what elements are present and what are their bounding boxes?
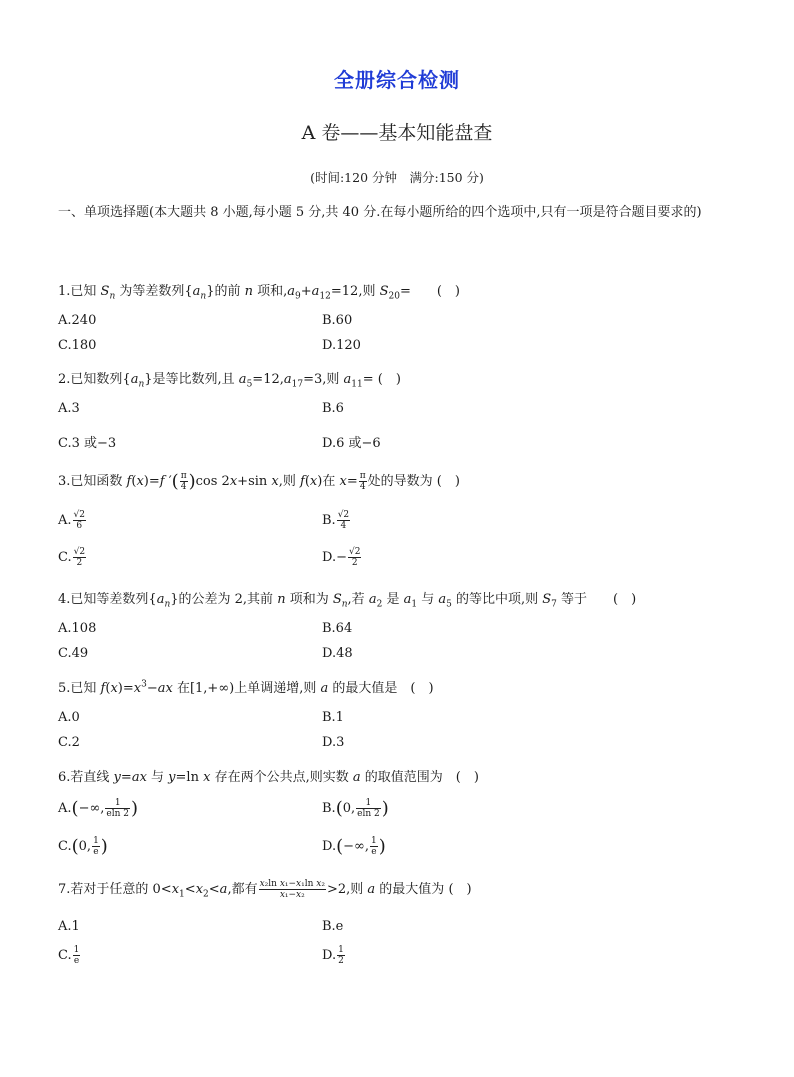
answer-blank: ( )	[455, 770, 479, 785]
option-a: A.108	[58, 621, 97, 636]
option-d: D.3	[322, 735, 345, 750]
page-subtitle: A 卷——基本知能盘查	[301, 122, 493, 144]
option-a: A.1	[58, 919, 80, 934]
question-number: 2.	[58, 372, 71, 387]
option-d: D.− $\frac{√2}{2}$	[322, 547, 361, 568]
option-d: D.6 或−6	[322, 436, 381, 451]
option-d: D.48	[322, 646, 353, 661]
option-b: B.60	[322, 313, 353, 328]
question-number: 7.	[58, 882, 71, 897]
option-b: B.e	[322, 919, 344, 934]
question-2: 2.已知数列$\{a_n\}$是等比数列,且 $a_5=12,a_{17}=3$,则 $a_{11}=$ ( )	[58, 372, 401, 390]
question-3: 3.已知函数 f(x)=f ′( $\frac{\pi}{4}$ )cos 2x+sin x,则 f(x)在 x= $\frac{\pi}{4}$ 处的导数为 ( )	[58, 471, 460, 492]
question-5: 5.已知 $f(x)=x^3-ax$ 在[1,+∞)上单调递增,则 a 的最大值是 ( )	[58, 679, 434, 696]
option-c: C. $\frac{1}{e}$	[58, 945, 80, 966]
page-title: 全册综合检测	[334, 68, 460, 92]
option-a: A.3	[58, 401, 80, 416]
option-d: D.120	[322, 338, 361, 353]
option-b: B.64	[322, 621, 353, 636]
question-number: 4.	[58, 592, 71, 607]
answer-blank: ( )	[613, 592, 637, 607]
question-7: 7.若对于任意的 $0<x_1<x_2<a$,都有 $\frac{\text{x₂ln x₁−x₁ln x₂}}{\text{x₁−x₂}}$ >2,则 a 的最大值为 ( )	[58, 879, 472, 900]
answer-blank: ( )	[377, 372, 401, 387]
answer-blank: ( )	[410, 681, 434, 696]
option-c: C.49	[58, 646, 89, 661]
question-number: 6.	[58, 770, 71, 785]
question-number: 1.	[58, 284, 71, 299]
option-c: C.(0, $\frac{1}{e}$ )	[58, 836, 108, 857]
question-number: 5.	[58, 681, 71, 696]
option-a: A.240	[58, 313, 97, 328]
option-a: A. $\frac{√2}{6}$	[58, 510, 85, 531]
answer-blank: ( )	[448, 882, 472, 897]
option-a: A.(−∞, $\frac{1}{eln 2}$ )	[58, 798, 139, 819]
question-4: 4.已知等差数列$\{a_n\}$的公差为 2,其前 n 项和为 $S_n$,若 $a_2$ 是 $a_1$ 与 $a_5$ 的等比中项,则 $S_7$ 等于 ( )	[58, 592, 637, 610]
question-6: 6.若直线 y=ax 与 y=ln x 存在两个公共点,则实数 a 的取值范围为 ( )	[58, 770, 479, 785]
option-c: C.3 或−3	[58, 436, 117, 451]
option-c: C.180	[58, 338, 97, 353]
question-1: 1.已知 $S_n$ 为等差数列$\{a_n\}$的前 n 项和$,a_9+a_{12}=12$,则 $S_{20}=$ ( )	[58, 284, 461, 302]
option-b: B.(0, $\frac{1}{eln 2}$ )	[322, 798, 389, 819]
option-b: B.1	[322, 710, 344, 725]
option-a: A.0	[58, 710, 80, 725]
option-b: B. $\frac{√2}{4}$	[322, 510, 350, 531]
option-b: B.6	[322, 401, 344, 416]
answer-blank: ( )	[436, 474, 460, 489]
option-c: C.2	[58, 735, 80, 750]
option-c: C. $\frac{√2}{2}$	[58, 547, 86, 568]
section-heading: 一、单项选择题(本大题共 8 小题,每小题 5 分,共 40 分.在每小题所给的四个选项中,只有一项是符合题目要求的)	[58, 205, 702, 220]
option-d: D. $\frac{1}{2}$	[322, 945, 344, 966]
question-number: 3.	[58, 474, 71, 489]
exam-meta: (时间:120 分钟 满分:150 分)	[310, 170, 484, 185]
option-d: D.(−∞, $\frac{1}{e}$ )	[322, 836, 386, 857]
answer-blank: ( )	[436, 284, 461, 299]
